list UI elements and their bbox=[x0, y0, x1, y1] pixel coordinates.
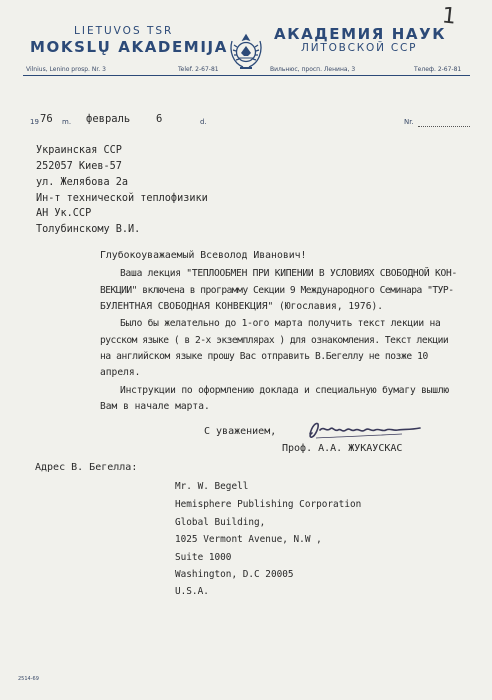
body-line: Было бы желательно до 1-ого марта получить текст лекции на bbox=[120, 318, 441, 329]
body-line: апреля. bbox=[100, 367, 141, 378]
english-address-line: 1025 Vermont Avenue, N.W , bbox=[175, 534, 322, 545]
salutation: Глубокоуважаемый Всеволод Иванович! bbox=[100, 250, 307, 261]
recipient-line: АН Ук.ССР bbox=[36, 208, 92, 219]
date-month: февраль bbox=[86, 113, 131, 125]
signer-name: Проф. А.А. ЖУКАУСКАС bbox=[282, 443, 403, 454]
letterhead-lt-line2: MOKSLŲ AKADEMIJA bbox=[30, 38, 228, 56]
letterhead-lt-line1: LIETUVOS TSR bbox=[74, 25, 174, 37]
letterhead-ru-line1: АКАДЕМИЯ НАУК bbox=[274, 25, 447, 43]
recipient-line: ул. Желябова 2а bbox=[36, 177, 129, 188]
letterhead-ru-address: Вильнюс, просп. Ленина, 3 bbox=[270, 66, 356, 73]
english-address-line: Hemisphere Publishing Corporation bbox=[175, 499, 362, 510]
recipient-line: Ин-т технической теплофизики bbox=[36, 193, 208, 204]
english-address-line: Mr. W. Begell bbox=[175, 481, 249, 492]
address-label: Адрес В. Бегелла: bbox=[35, 462, 138, 473]
body-line: БУЛЕНТНАЯ СВОБОДНАЯ КОНВЕКЦИЯ" (Югославия, 1976). bbox=[100, 301, 384, 312]
date-d-label: d. bbox=[200, 118, 207, 126]
letterhead-ru-phone: Телеф. 2-67-81 bbox=[414, 66, 462, 73]
closing: С уважением, bbox=[204, 426, 277, 437]
handwritten-signature bbox=[306, 418, 424, 440]
body-line: Инструкции по оформлению доклада и специальную бумагу вышлю bbox=[120, 385, 449, 396]
body-line: русском языке ( в 2-х экземплярах ) для ознакомления. Текст лекции bbox=[100, 335, 449, 346]
recipient-line: Толубинскому В.И. bbox=[36, 224, 141, 235]
date-year-prefix: 19 bbox=[30, 118, 39, 126]
date-line bbox=[30, 113, 230, 127]
date-m-label: m. bbox=[62, 118, 72, 126]
english-address-line: Suite 1000 bbox=[175, 552, 232, 563]
body-line: Ваша лекция "ТЕПЛООБМЕН ПРИ КИПЕНИИ В УСЛОВИЯХ СВОБОДНОЙ КОН- bbox=[120, 268, 458, 279]
english-address-line: U.S.A. bbox=[175, 586, 209, 597]
date-year: 76 bbox=[40, 113, 53, 125]
recipient-line: 252057 Киев-57 bbox=[36, 161, 122, 172]
reference-number-label: Nr. bbox=[404, 118, 414, 126]
recipient-line: Украинская ССР bbox=[36, 145, 122, 156]
english-address-line: Global Building, bbox=[175, 517, 266, 528]
date-day: 6 bbox=[156, 113, 163, 125]
body-line: Вам в начале марта. bbox=[100, 401, 210, 412]
coat-of-arms-emblem-icon bbox=[227, 31, 265, 71]
letterhead-divider bbox=[23, 75, 470, 76]
handwritten-page-number: 1 bbox=[440, 3, 458, 30]
body-line: на английском языке прошу Вас отправить В.Бегеллу не позже 10 bbox=[100, 351, 428, 362]
body-line: ВЕКЦИИ" включена в программу Секции 9 Международного Семинара "ТУР- bbox=[100, 285, 454, 296]
footer-print-code: 2514-69 bbox=[18, 676, 39, 682]
english-address-line: Washington, D.C 20005 bbox=[175, 569, 294, 580]
reference-number-line bbox=[418, 126, 470, 127]
letterhead-lt-phone: Telef. 2-67-81 bbox=[178, 66, 219, 73]
letterhead-lt-address: Vilnius, Lenino prosp. Nr. 3 bbox=[26, 66, 106, 73]
letterhead-ru-line2: ЛИТОВСКОЙ ССР bbox=[301, 42, 418, 54]
